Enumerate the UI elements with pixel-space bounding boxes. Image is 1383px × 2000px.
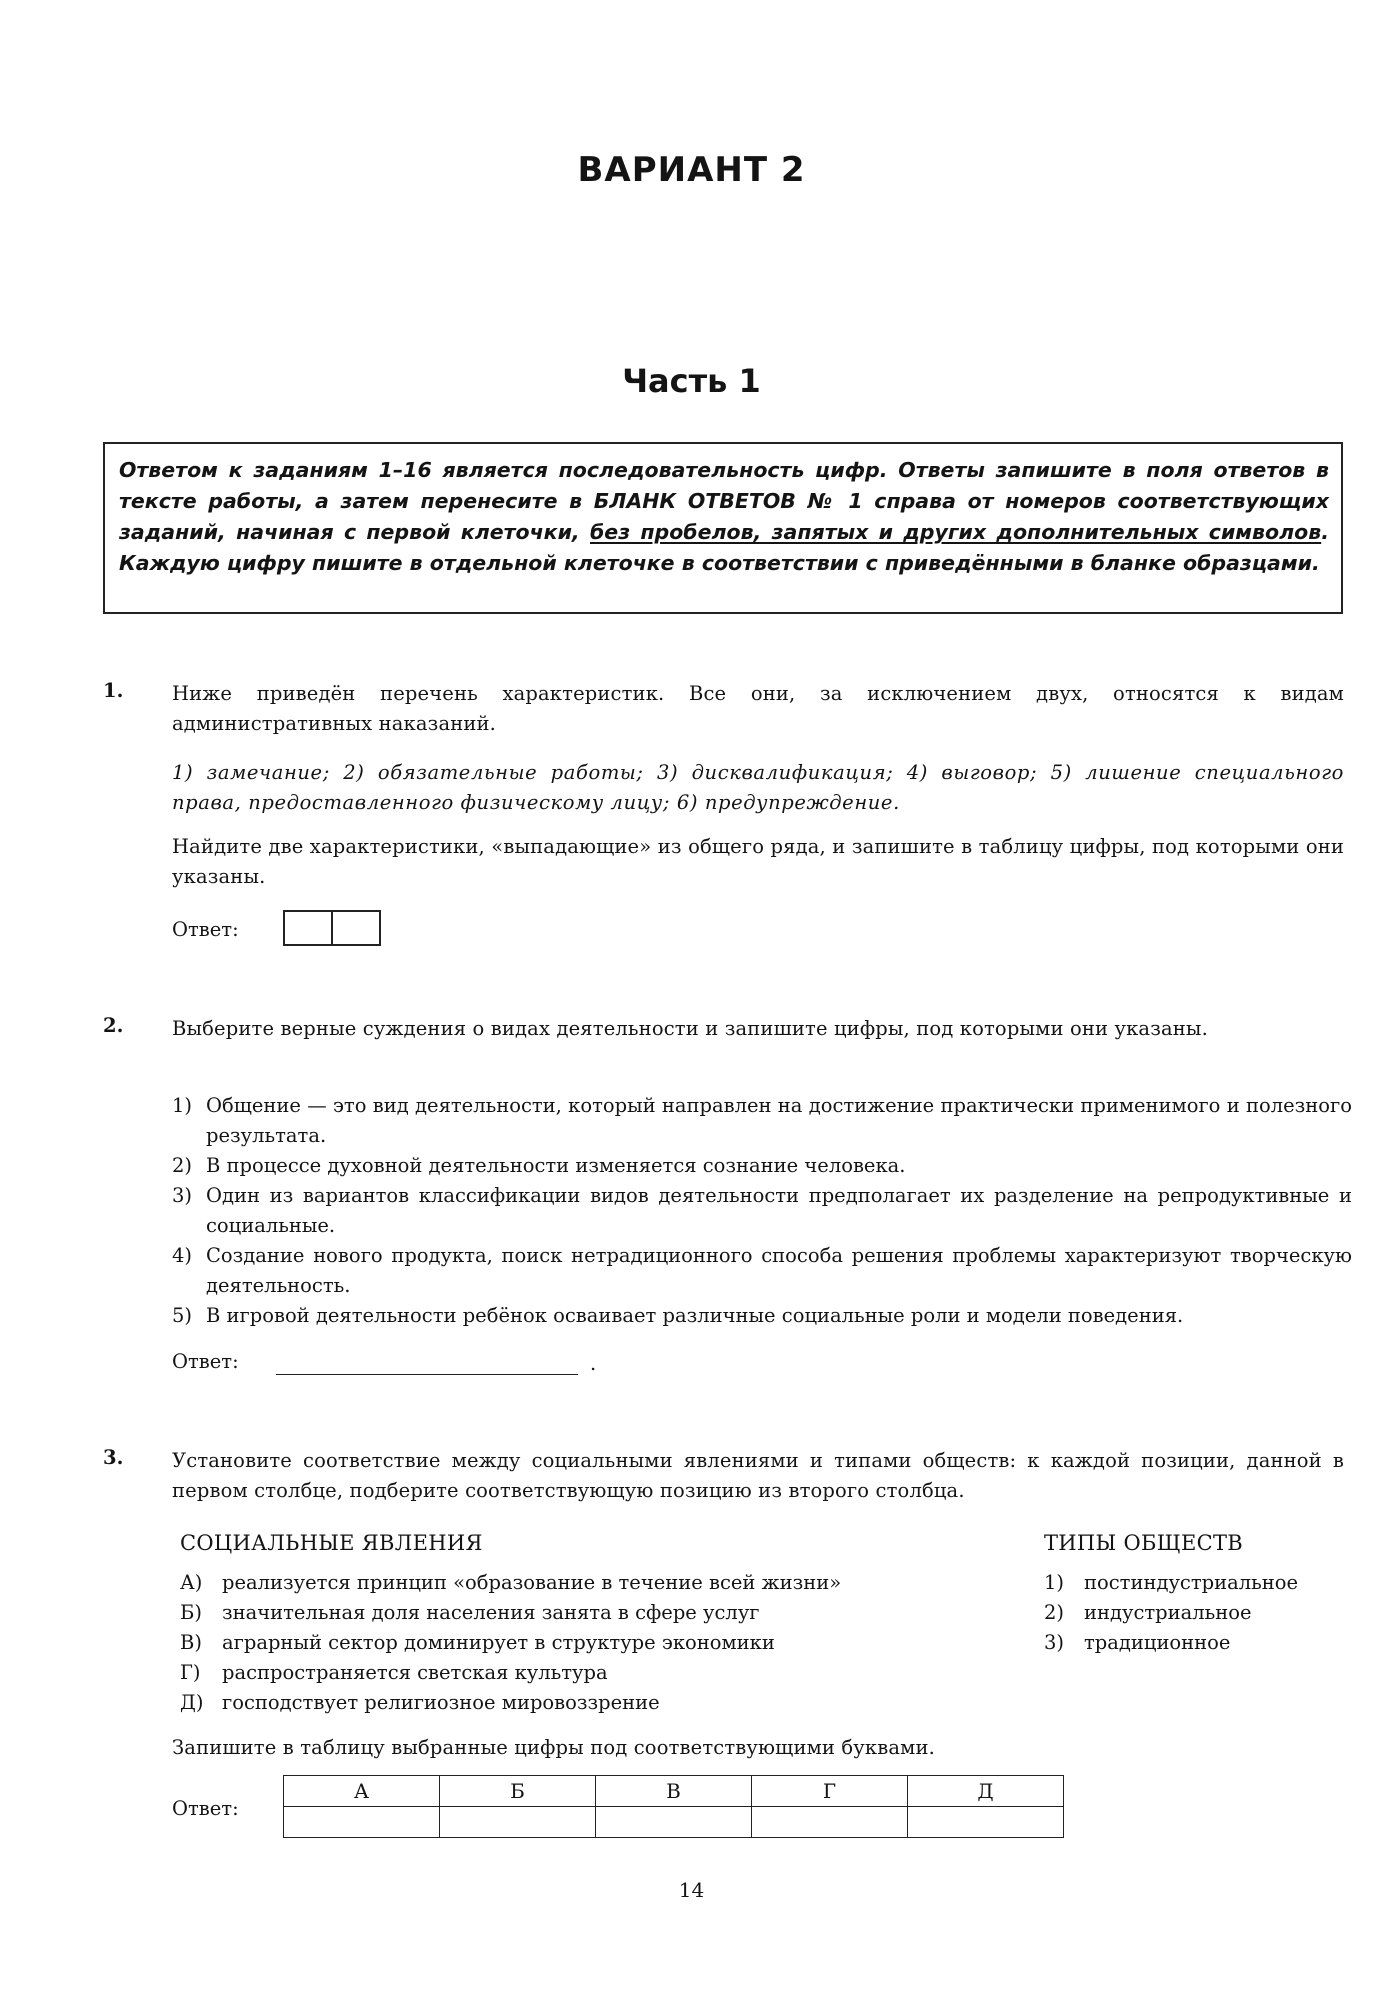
table-header-cell: Г — [752, 1776, 908, 1807]
list-item-text: значительная доля населения занята в сфере услуг — [222, 1601, 760, 1624]
list-item-number: 5) — [172, 1304, 193, 1327]
answer-cell[interactable] — [908, 1807, 1064, 1838]
list-item-key: А) — [180, 1571, 203, 1594]
list-item-key: Д) — [180, 1691, 204, 1714]
table-header-row — [284, 1776, 1064, 1807]
list-item — [180, 1598, 1000, 1628]
list-item-text: Общение — это вид деятельности, который направлен на достижение практически применимого и полезного результата. — [206, 1094, 1352, 1147]
table-header-cell: Б — [440, 1776, 596, 1807]
list-item-text: традиционное — [1084, 1631, 1231, 1654]
list-item-text: аграрный сектор доминирует в структуре экономики — [222, 1631, 775, 1654]
question-3-answer-label: Ответ: — [172, 1797, 239, 1820]
list-item-key: Г) — [180, 1661, 201, 1684]
answer-cell[interactable] — [284, 1807, 440, 1838]
question-3-intro: Установите соответствие между социальными явлениями и типами обществ: к каждой позиции, данной в первом столбце, подберите соответствующую позицию из второго столбца. — [172, 1449, 1344, 1502]
list-item — [172, 1181, 1352, 1241]
question-2-number: 2. — [103, 1014, 124, 1037]
question-3-answer-table — [283, 1775, 1064, 1838]
question-2-list — [172, 1091, 1352, 1331]
question-2-answer-dot: . — [590, 1352, 597, 1375]
question-1-task: Найдите две характеристики, «выпадающие» из общего ряда, и запишите в таблицу цифры, под которыми они указаны. — [172, 835, 1344, 888]
page-number: 14 — [678, 1878, 705, 1902]
society-types-header: ТИПЫ ОБЩЕСТВ — [1044, 1531, 1244, 1555]
question-1-options: 1) замечание; 2) обязательные работы; 3) дисквалификация; 4) выговор; 5) лишение специального права, предоставленного физическому лицу; 6) предупреждение. — [172, 761, 1344, 814]
list-item — [172, 1151, 1352, 1181]
list-item — [1044, 1598, 1344, 1628]
question-1-answer-cell-2[interactable] — [331, 910, 381, 946]
question-1-answer-cell-1[interactable] — [283, 910, 333, 946]
social-phenomena-header: СОЦИАЛЬНЫЕ ЯВЛЕНИЯ — [180, 1531, 483, 1555]
question-2-answer-line[interactable] — [276, 1374, 578, 1375]
table-header-cell: В — [596, 1776, 752, 1807]
list-item — [172, 1241, 1352, 1301]
list-item — [180, 1658, 1000, 1688]
table-header-cell: А — [284, 1776, 440, 1807]
question-3-table-instruction: Запишите в таблицу выбранные цифры под соответствующими буквами. — [172, 1736, 935, 1759]
question-3-number: 3. — [103, 1446, 124, 1469]
instruction-box — [103, 442, 1343, 614]
list-item-text: господствует религиозное мировоззрение — [222, 1691, 660, 1714]
list-item-text: распространяется светская культура — [222, 1661, 608, 1684]
question-2-intro: Выберите верные суждения о видах деятельности и запишите цифры, под которыми они указаны. — [172, 1017, 1208, 1040]
list-item-key: 2) — [1044, 1601, 1065, 1624]
instruction-text-2: . Каждую цифру пишите в отдельной клеточке в соответствии с приведёнными в бланке образцами. — [119, 520, 1329, 575]
social-phenomena-list — [180, 1568, 1000, 1718]
list-item-text: постиндустриальное — [1084, 1571, 1299, 1594]
instruction-text — [119, 455, 1329, 579]
answer-cell[interactable] — [752, 1807, 908, 1838]
list-item-number: 3) — [172, 1184, 193, 1207]
list-item-text: Один из вариантов классификации видов деятельности предполагает их разделение на репродуктивные и социальные. — [206, 1184, 1352, 1237]
list-item-key: 3) — [1044, 1631, 1065, 1654]
question-1-answer-label: Ответ: — [172, 918, 239, 941]
question-2-answer-label: Ответ: — [172, 1350, 239, 1373]
instruction-text-1: Ответом к заданиям 1–16 является последовательность цифр. Ответы запишите в поля ответов в тексте работы, а затем перенесите в БЛАНК ОТВЕТОВ № 1 справа от номеров соответствующих заданий, начиная с первой клеточки, — [119, 458, 1329, 544]
question-1-intro: Ниже приведён перечень характеристик. Все они, за исключением двух, относятся к видам административных наказаний. — [172, 682, 1344, 735]
list-item — [180, 1628, 1000, 1658]
answer-cell[interactable] — [596, 1807, 752, 1838]
list-item-key: Б) — [180, 1601, 202, 1624]
table-header-cell: Д — [908, 1776, 1064, 1807]
answer-cell[interactable] — [440, 1807, 596, 1838]
list-item-text: Создание нового продукта, поиск нетрадиционного способа решения проблемы характеризуют творческую деятельность. — [206, 1244, 1352, 1297]
list-item — [172, 1091, 1352, 1151]
list-item-number: 2) — [172, 1154, 193, 1177]
question-1-number: 1. — [103, 679, 124, 702]
list-item-number: 4) — [172, 1244, 193, 1267]
list-item-number: 1) — [172, 1094, 193, 1117]
list-item-text: реализуется принцип «образование в течение всей жизни» — [222, 1571, 842, 1594]
variant-title: ВАРИАНТ 2 — [577, 150, 806, 190]
table-answer-row — [284, 1807, 1064, 1838]
list-item — [1044, 1628, 1344, 1658]
part-title: Часть 1 — [622, 362, 761, 400]
list-item-text: В игровой деятельности ребёнок осваивает различные социальные роли и модели поведения. — [206, 1304, 1184, 1327]
list-item-key: В) — [180, 1631, 202, 1654]
instruction-underlined: без пробелов, запятых и других дополнительных символов — [589, 520, 1322, 544]
list-item — [172, 1301, 1352, 1331]
list-item — [180, 1688, 1000, 1718]
society-types-list — [1044, 1568, 1344, 1658]
list-item-key: 1) — [1044, 1571, 1065, 1594]
list-item-text: В процессе духовной деятельности изменяется сознание человека. — [206, 1154, 906, 1177]
list-item — [180, 1568, 1000, 1598]
list-item — [1044, 1568, 1344, 1598]
list-item-text: индустриальное — [1084, 1601, 1252, 1624]
